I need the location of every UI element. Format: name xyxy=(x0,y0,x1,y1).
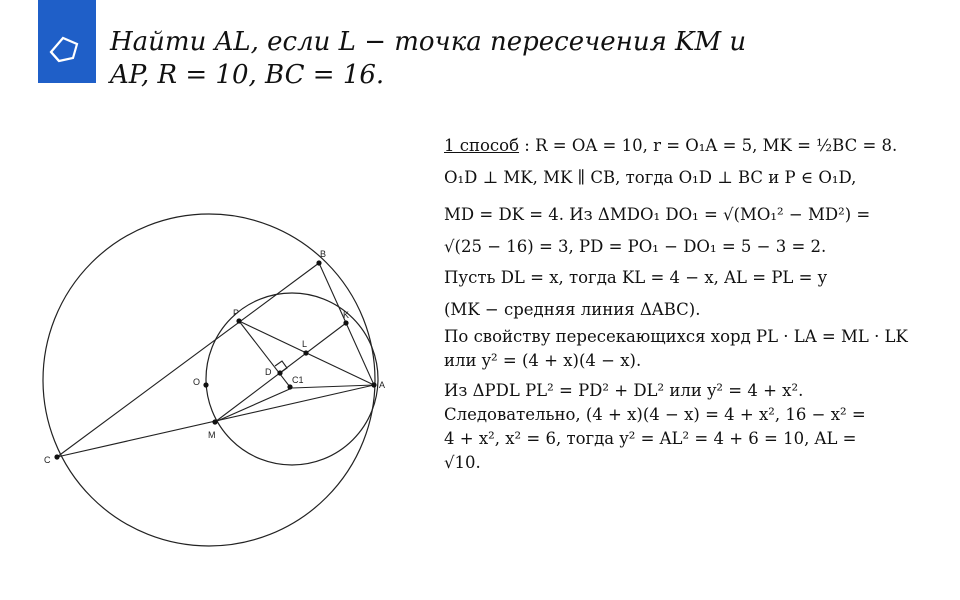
label-a: A xyxy=(379,380,386,390)
label-c1: C1 xyxy=(292,375,304,385)
label-c: C xyxy=(44,455,51,465)
tag-icon xyxy=(47,34,87,64)
solution-text xyxy=(444,130,949,475)
label-k: K xyxy=(343,310,350,320)
solution-line: Следовательно, (4 + x)(4 − x) = 4 + x², 16 − x² = xyxy=(444,405,866,424)
label-m: M xyxy=(208,430,216,440)
solution-line: √(25 − 16) = 3, PD = PO₁ − DO₁ = 5 − 3 = 2. xyxy=(444,236,827,256)
slide-title: Найти AL, если L − точка пересечения KM и AP, R = 10, BC = 16. xyxy=(110,27,747,90)
solution-line-1-text: : R = OA = 10, r = O₁A = 5, MK = ½BC = 8. xyxy=(524,136,898,155)
solution-line-1 xyxy=(444,130,949,162)
geometry-figure xyxy=(30,205,430,565)
solution-line: √10. xyxy=(444,453,481,472)
solution-line: или y² = (4 + x)(4 − x). xyxy=(444,351,642,370)
solution-line: Из ΔPDL PL² = PD² + DL² или y² = 4 + x². xyxy=(444,381,804,400)
solution-line: MD = DK = 4. Из ΔMDO₁ DO₁ = √(MO₁² − MD²) = xyxy=(444,205,871,224)
label-b: B xyxy=(320,249,327,259)
solution-line: По свойству пересекающихся хорд PL · LA = ML · LK xyxy=(444,327,908,346)
slide-badge xyxy=(38,0,96,83)
label-p: P xyxy=(233,308,240,318)
solution-line: Пусть DL = x, тогда KL = 4 − x, AL = PL = y xyxy=(444,268,828,287)
label-d: D xyxy=(265,367,272,377)
circle-big xyxy=(43,214,375,546)
method-label: 1 способ xyxy=(444,136,520,155)
solution-line: (MK − средняя линия ΔABC). xyxy=(444,299,701,319)
solution-line: 4 + x², x² = 6, тогда y² = AL² = 4 + 6 = 10, AL = xyxy=(444,429,857,448)
label-l: L xyxy=(302,339,308,349)
solution-line: O₁D ⊥ MK, MK ∥ CB, тогда O₁D ⊥ BC и P ∈ O₁D, xyxy=(444,167,857,187)
figure-points xyxy=(54,260,376,459)
figure-lines xyxy=(57,263,374,457)
label-o: O xyxy=(193,377,201,387)
